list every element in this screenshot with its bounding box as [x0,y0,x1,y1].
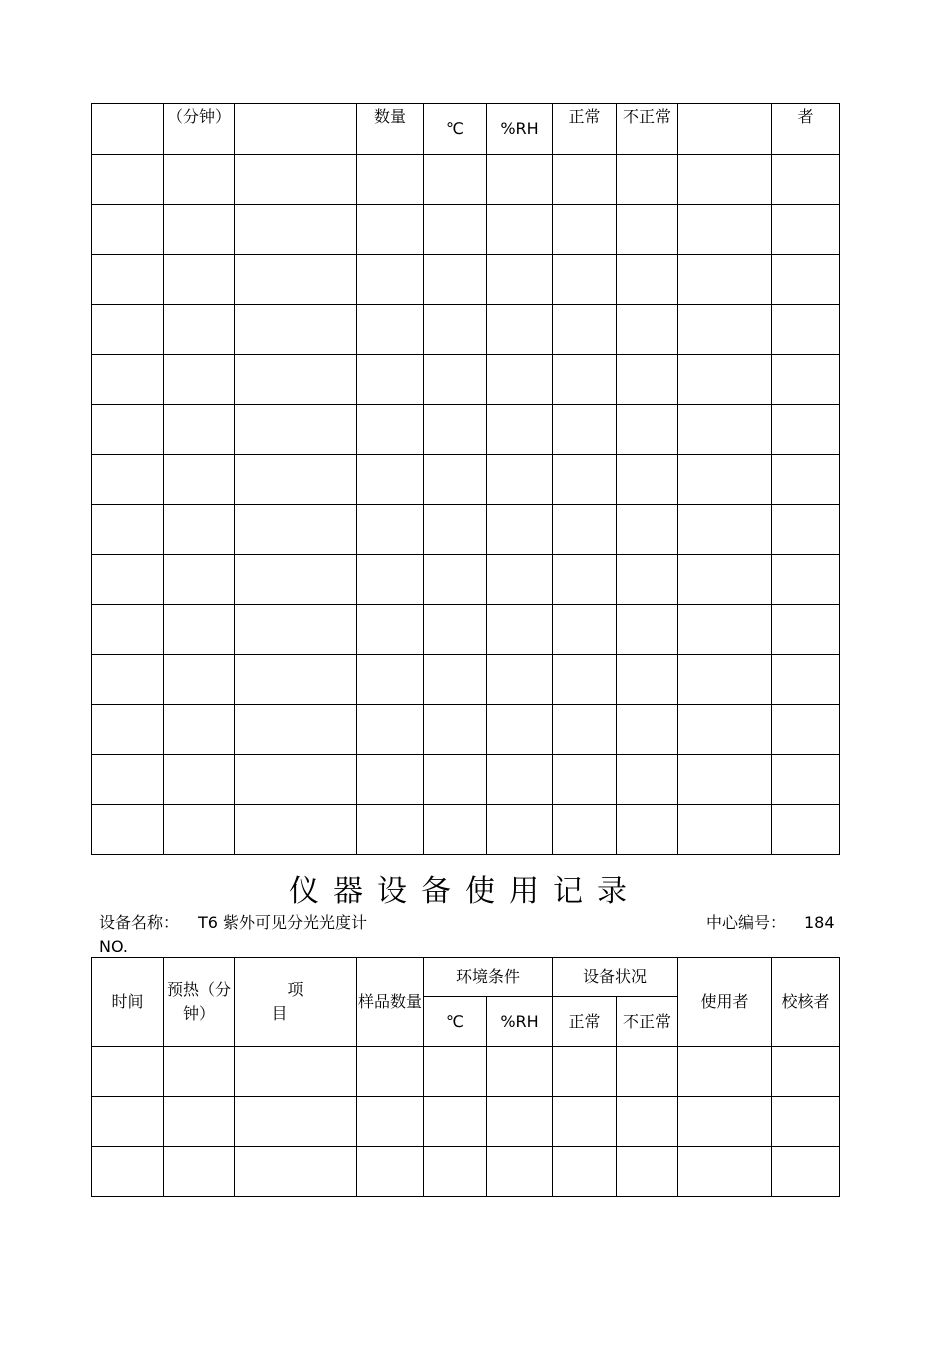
table-cell[interactable] [772,405,840,455]
table-row [92,1147,840,1197]
table-cell[interactable] [553,455,617,505]
table-cell[interactable] [424,555,487,605]
table-cell[interactable] [424,1097,487,1147]
table-row [92,605,840,655]
table-cell[interactable] [772,1147,840,1197]
table-cell[interactable] [92,1147,164,1197]
table-cell[interactable] [553,505,617,555]
table-cell[interactable] [617,1097,678,1147]
table-cell[interactable] [487,805,553,855]
table-cell[interactable] [553,1097,617,1147]
table-cell[interactable] [92,155,164,205]
table-cell[interactable] [617,755,678,805]
cell-sample-qty: 数量 [357,104,424,155]
table-cell[interactable] [487,655,553,705]
table-cell[interactable] [617,455,678,505]
table-cell[interactable] [678,305,772,355]
table-cell[interactable] [678,205,772,255]
table-cell[interactable] [487,1097,553,1147]
table-cell[interactable] [424,255,487,305]
header-item-label: 项 目 [271,980,336,1023]
table-cell[interactable] [772,655,840,705]
table-cell[interactable] [235,755,357,805]
table-cell[interactable] [487,155,553,205]
no-label: NO. [99,937,128,956]
table-cell[interactable] [487,205,553,255]
table-cell[interactable] [553,605,617,655]
usage-table [91,957,840,1197]
table-cell[interactable] [164,1097,235,1147]
header-preheat: 预热（分钟） [164,958,235,1047]
table-row [92,455,840,505]
header-time: 时间 [92,958,164,1047]
table-row [92,655,840,705]
table-cell[interactable] [553,805,617,855]
table-cell[interactable] [772,705,840,755]
table-cell[interactable] [424,1147,487,1197]
table-row [92,555,840,605]
table-cell[interactable] [772,205,840,255]
header-user: 使用者 [678,958,772,1047]
header-temperature: ℃ [424,997,487,1047]
cell-preheat-unit: （分钟） [164,104,235,155]
table-cell[interactable] [164,405,235,455]
table-cell[interactable] [487,255,553,305]
table-cell[interactable] [235,305,357,355]
table-cell[interactable] [357,805,424,855]
table-cell[interactable] [235,205,357,255]
table-cell[interactable] [678,555,772,605]
table-cell[interactable] [357,605,424,655]
table-cell[interactable] [424,1047,487,1097]
table-cell[interactable] [553,555,617,605]
table-cell[interactable] [617,205,678,255]
table-cell[interactable] [424,205,487,255]
table-cell[interactable] [235,655,357,705]
table-cell[interactable] [92,255,164,305]
table-cell[interactable] [772,555,840,605]
table-cell[interactable] [617,655,678,705]
table-cell[interactable] [772,1097,840,1147]
table-cell[interactable] [235,455,357,505]
table-cell[interactable] [487,555,553,605]
table-row [92,355,840,405]
table-cell[interactable] [772,605,840,655]
header-normal: 正常 [553,997,617,1047]
table-cell[interactable] [92,805,164,855]
table-row [92,755,840,805]
header-item [235,958,357,1047]
table-cell[interactable] [617,255,678,305]
table-row [92,405,840,455]
header-reviewer: 校核者 [772,958,840,1047]
table-cell[interactable] [92,505,164,555]
table-cell[interactable] [357,305,424,355]
table-cell[interactable] [235,1047,357,1097]
table-cell[interactable] [487,1147,553,1197]
table-cell[interactable] [164,155,235,205]
table-cell[interactable] [772,1047,840,1097]
table-cell[interactable] [164,655,235,705]
cell-item [235,104,357,155]
table-cell[interactable] [164,805,235,855]
table-cell[interactable] [772,355,840,405]
table-cell[interactable] [357,1097,424,1147]
usage-table-continued [91,103,840,855]
table-cell[interactable] [164,1047,235,1097]
table-cell[interactable] [424,355,487,405]
table-cell[interactable] [678,255,772,305]
header-sample-qty: 样品数量 [357,958,424,1047]
table-cell[interactable] [553,755,617,805]
table-cell[interactable] [92,605,164,655]
table-row [92,805,840,855]
table-row [92,205,840,255]
table-cell[interactable] [164,255,235,305]
table-cell[interactable] [235,605,357,655]
table-cell[interactable] [617,155,678,205]
table-cell[interactable] [678,455,772,505]
header-equipment-status: 设备状况 [553,958,678,997]
table-cell[interactable] [357,255,424,305]
table-cell[interactable] [424,755,487,805]
header-abnormal: 不正常 [617,997,678,1047]
table-cell[interactable] [357,155,424,205]
cell-abnormal: 不正常 [617,104,678,155]
table-cell[interactable] [487,605,553,655]
table-cell[interactable] [553,155,617,205]
equipment-name: T6 紫外可见分光光度计 [198,913,368,932]
table-cell[interactable] [487,505,553,555]
cell-reviewer: 者 [772,104,840,155]
table-cell[interactable] [553,405,617,455]
table-row [92,705,840,755]
table-cell[interactable] [772,805,840,855]
table-cell[interactable] [678,605,772,655]
table-cell[interactable] [553,355,617,405]
header-humidity: %RH [487,997,553,1047]
table-cell[interactable] [164,605,235,655]
table-cell[interactable] [92,705,164,755]
table-cell[interactable] [487,405,553,455]
table-cell[interactable] [164,1147,235,1197]
center-no-value: 184 [804,913,835,932]
cell-user [678,104,772,155]
cell-temperature: ℃ [424,104,487,155]
table-cell[interactable] [617,1147,678,1197]
table-cell[interactable] [487,305,553,355]
table-cell[interactable] [424,305,487,355]
table-row [92,255,840,305]
table-cell[interactable] [357,355,424,405]
table-cell[interactable] [678,805,772,855]
table-row [92,1047,840,1097]
table-cell[interactable] [772,255,840,305]
table-cell[interactable] [235,505,357,555]
table-cell[interactable] [424,505,487,555]
table-cell[interactable] [235,355,357,405]
table-cell[interactable] [772,505,840,555]
table-cell[interactable] [487,1047,553,1097]
table-cell[interactable] [92,655,164,705]
table-cell[interactable] [164,455,235,505]
table-cell[interactable] [617,805,678,855]
table-cell[interactable] [164,205,235,255]
table-cell[interactable] [678,355,772,405]
table-cell[interactable] [617,605,678,655]
table-cell[interactable] [487,755,553,805]
center-no-label: 中心编号： [706,913,787,932]
table-cell[interactable] [92,355,164,405]
table-cell[interactable] [678,1047,772,1097]
table-row [92,505,840,555]
table-cell[interactable] [164,755,235,805]
table-cell[interactable] [678,755,772,805]
table-cell[interactable] [553,1047,617,1097]
table-cell[interactable] [617,555,678,605]
table-cell[interactable] [424,805,487,855]
table-cell[interactable] [357,655,424,705]
table-cell[interactable] [357,1047,424,1097]
table-cell[interactable] [235,405,357,455]
table-cell[interactable] [678,155,772,205]
cell-time [92,104,164,155]
table-cell[interactable] [357,705,424,755]
table-cell[interactable] [617,355,678,405]
table-cell[interactable] [357,455,424,505]
table-cell[interactable] [235,1097,357,1147]
table-cell[interactable] [92,405,164,455]
table-cell[interactable] [164,505,235,555]
table-cell[interactable] [357,755,424,805]
equipment-label: 设备名称： [99,913,180,932]
table-cell[interactable] [553,205,617,255]
table-cell[interactable] [164,555,235,605]
table-cell[interactable] [92,305,164,355]
table-row [92,155,840,205]
table-cell[interactable] [92,205,164,255]
table-cell[interactable] [487,705,553,755]
table-cell[interactable] [487,355,553,405]
table-cell[interactable] [357,205,424,255]
table-cell[interactable] [553,305,617,355]
table-cell[interactable] [424,455,487,505]
table-cell[interactable] [617,305,678,355]
table-cell[interactable] [772,155,840,205]
table-cell[interactable] [92,555,164,605]
table-row [92,1097,840,1147]
table-cell[interactable] [92,455,164,505]
table-cell[interactable] [164,705,235,755]
table-cell[interactable] [357,405,424,455]
table-cell[interactable] [424,155,487,205]
table-cell[interactable] [235,255,357,305]
table-cell[interactable] [92,1097,164,1147]
table-cell[interactable] [235,1147,357,1197]
table-cell[interactable] [678,1097,772,1147]
table-cell[interactable] [617,405,678,455]
table-cell[interactable] [424,405,487,455]
table-cell[interactable] [772,755,840,805]
header-row-1 [92,958,840,997]
table-cell[interactable] [235,705,357,755]
table-cell[interactable] [678,405,772,455]
table-cell[interactable] [772,305,840,355]
table-cell[interactable] [235,555,357,605]
table-cell[interactable] [357,555,424,605]
table-cell[interactable] [164,355,235,405]
table-cell[interactable] [617,1047,678,1097]
table-cell[interactable] [617,505,678,555]
cell-normal: 正常 [553,104,617,155]
table-cell[interactable] [424,705,487,755]
table-cell[interactable] [424,605,487,655]
table-cell[interactable] [235,805,357,855]
table-cell[interactable] [357,505,424,555]
table-cell[interactable] [678,705,772,755]
table-cell[interactable] [235,155,357,205]
table-cell[interactable] [678,505,772,555]
table-cell[interactable] [678,1147,772,1197]
table-cell[interactable] [92,1047,164,1097]
table-cell[interactable] [357,1147,424,1197]
table-cell[interactable] [553,705,617,755]
table-cell[interactable] [678,655,772,705]
header-env-conditions: 环境条件 [424,958,553,997]
table-cell[interactable] [424,655,487,705]
cell-humidity: %RH [487,104,553,155]
table-cell[interactable] [772,455,840,505]
table-cell[interactable] [617,705,678,755]
table-cell[interactable] [553,655,617,705]
table-cell[interactable] [553,255,617,305]
table-row [92,305,840,355]
table-cell[interactable] [92,755,164,805]
table-cell[interactable] [164,305,235,355]
continued-header-row [92,104,840,155]
table-cell[interactable] [553,1147,617,1197]
table-cell[interactable] [487,455,553,505]
page-title: 仪器设备使用记录 [289,874,641,909]
